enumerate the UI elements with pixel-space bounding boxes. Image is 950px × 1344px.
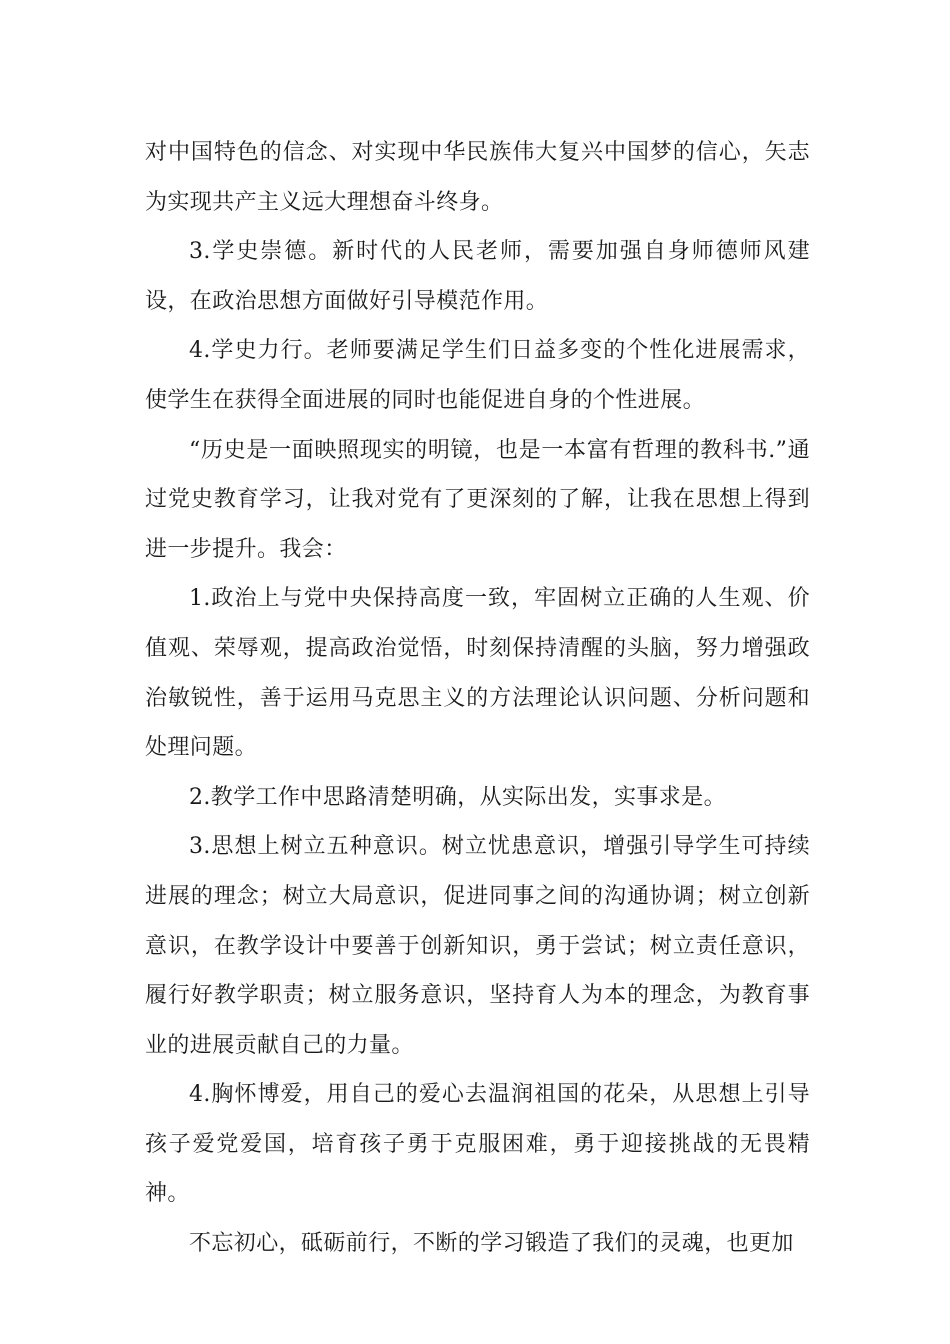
paragraph-2: 3.学史崇德。新时代的人民老师，需要加强自身师德师风建设，在政治思想方面做好引导模范作用。 xyxy=(145,239,810,314)
paragraph-3: 4.学史力行。老师要满足学生们日益多变的个性化进展需求，使学生在获得全面进展的同时也能促进自身的个性进展。 xyxy=(145,338,810,413)
paragraph-1: 对中国特色的信念、对实现中华民族伟大复兴中国梦的信心，矢志为实现共产主义远大理想奋斗终身。 xyxy=(145,140,810,215)
document-body xyxy=(145,128,810,1269)
paragraph-6: 2.教学工作中思路清楚明确，从实际出发，实事求是。 xyxy=(189,784,726,810)
paragraph-5: 1.政治上与党中央保持高度一致，牢固树立正确的人生观、价值观、荣辱观，提高政治觉悟，时刻保持清醒的头脑，努力增强政治敏锐性，善于运用马克思主义的方法理论认识问题、分析问题和处理问题。 xyxy=(145,586,810,761)
paragraph-8: 4.胸怀博爱，用自己的爱心去温润祖国的花朵，从思想上引导孩子爱党爱国，培育孩子勇于克服困难，勇于迎接挑战的无畏精神。 xyxy=(145,1082,810,1207)
paragraph-7: 3.思想上树立五种意识。树立忧患意识，增强引导学生可持续进展的理念；树立大局意识，促进同事之间的沟通协调；树立创新意识，在教学设计中要善于创新知识，勇于尝试；树立责任意识，履行好教学职责；树立服务意识，坚持育人为本的理念，为教育事业的进展贡献自己的力量。 xyxy=(145,834,810,1058)
paragraph-9: 不忘初心，砥砺前行，不断的学习锻造了我们的灵魂，也更加 xyxy=(189,1231,794,1257)
paragraph-4: “历史是一面映照现实的明镜，也是一本富有哲理的教科书.”通过党史教育学习，让我对党有了更深刻的了解，让我在思想上得到进一步提升。我会： xyxy=(145,437,810,562)
